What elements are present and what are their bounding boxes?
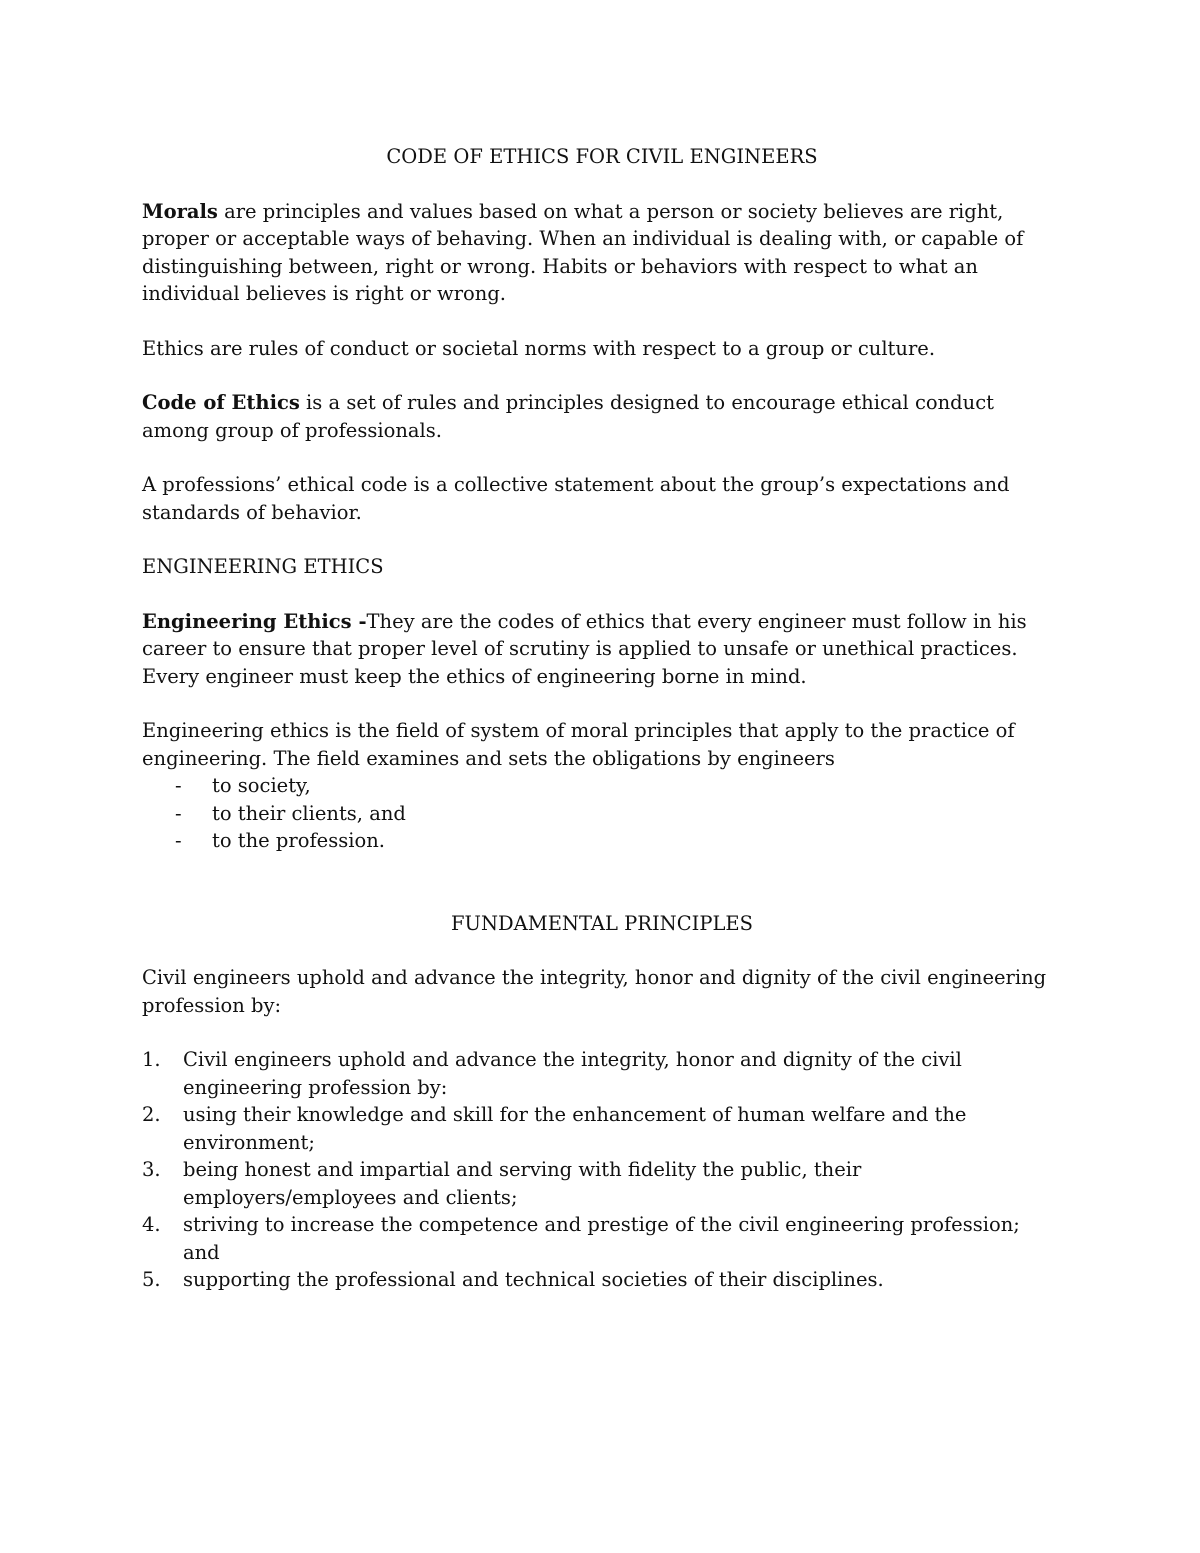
list-item — [142, 1211, 1062, 1266]
obligations-list — [142, 772, 1062, 855]
morals-term: Morals — [142, 199, 218, 223]
list-item — [142, 1266, 1062, 1294]
professions-code-paragraph: A professions’ ethical code is a collective statement about the group’s expectations and standards of behavior. — [142, 473, 1010, 524]
engineering-ethics-text: They are the codes of ethics that every engineer must follow in his career to ensure that proper level of scrutiny is applied to unsafe or unethical practices. Every engineer must keep the ethics of engineering borne in mind. — [142, 609, 1027, 688]
list-item-text: supporting the professional and technical societies of their disciplines. — [183, 1268, 884, 1291]
list-item — [142, 1046, 1062, 1101]
list-number: 4. — [142, 1213, 161, 1236]
list-number: 5. — [142, 1268, 161, 1291]
list-dash: - — [175, 829, 182, 852]
fundamental-intro-paragraph: Civil engineers uphold and advance the integrity, honor and dignity of the civil engineering profession by: — [142, 966, 1047, 1017]
engineering-ethics-field-block — [142, 717, 1062, 855]
list-item-text: being honest and impartial and serving with fidelity the public, their employers/employees and clients; — [183, 1158, 862, 1209]
list-item-text: striving to increase the competence and prestige of the civil engineering profession; and — [183, 1213, 1020, 1264]
morals-paragraph — [142, 198, 1062, 308]
list-number: 2. — [142, 1103, 161, 1126]
principles-list — [142, 1046, 1062, 1294]
document-page — [142, 128, 1062, 1294]
engineering-ethics-definition — [142, 608, 1062, 691]
code-of-ethics-term: Code of Ethics — [142, 391, 300, 414]
list-item — [142, 1101, 1062, 1156]
list-item — [142, 827, 1062, 855]
fundamental-principles-heading: FUNDAMENTAL PRINCIPLES — [450, 911, 754, 935]
list-item — [142, 772, 1062, 800]
morals-text: are principles and values based on what a person or society believes are right, proper or acceptable ways of behaving. When an individual is dealing with, or capable of distinguishing between, right or wrong. Habits or behaviors with respect to what an individual believes is right or wrong. — [142, 199, 1024, 305]
list-item — [142, 800, 1062, 828]
list-item-text: using their knowledge and skill for the enhancement of human welfare and the environment; — [183, 1103, 967, 1154]
section-spacer — [142, 855, 1062, 910]
list-number: 3. — [142, 1158, 161, 1181]
list-item-text: to society, — [212, 774, 311, 797]
list-number: 1. — [142, 1048, 161, 1071]
code-of-ethics-paragraph — [142, 389, 1062, 444]
ethics-paragraph: Ethics are rules of conduct or societal norms with respect to a group or culture. — [142, 336, 936, 360]
engineering-ethics-term: Engineering Ethics - — [142, 609, 367, 633]
list-item-text: to their clients, and — [212, 801, 406, 825]
list-item — [142, 1156, 1062, 1211]
engineering-ethics-heading: ENGINEERING ETHICS — [142, 555, 384, 578]
list-dash: - — [175, 801, 182, 825]
engineering-ethics-field-text: Engineering ethics is the field of system of moral principles that apply to the practice of engineering. The field examines and sets the obligations by engineers — [142, 719, 1015, 770]
list-item-text: Civil engineers uphold and advance the integrity, honor and dignity of the civil engineering profession by: — [183, 1048, 962, 1099]
code-of-ethics-text: is a set of rules and principles designed to encourage ethical conduct among group of professionals. — [142, 391, 994, 442]
document-title: CODE OF ETHICS FOR CIVIL ENGINEERS — [386, 145, 818, 168]
list-dash: - — [175, 774, 182, 797]
list-item-text: to the profession. — [212, 829, 385, 852]
